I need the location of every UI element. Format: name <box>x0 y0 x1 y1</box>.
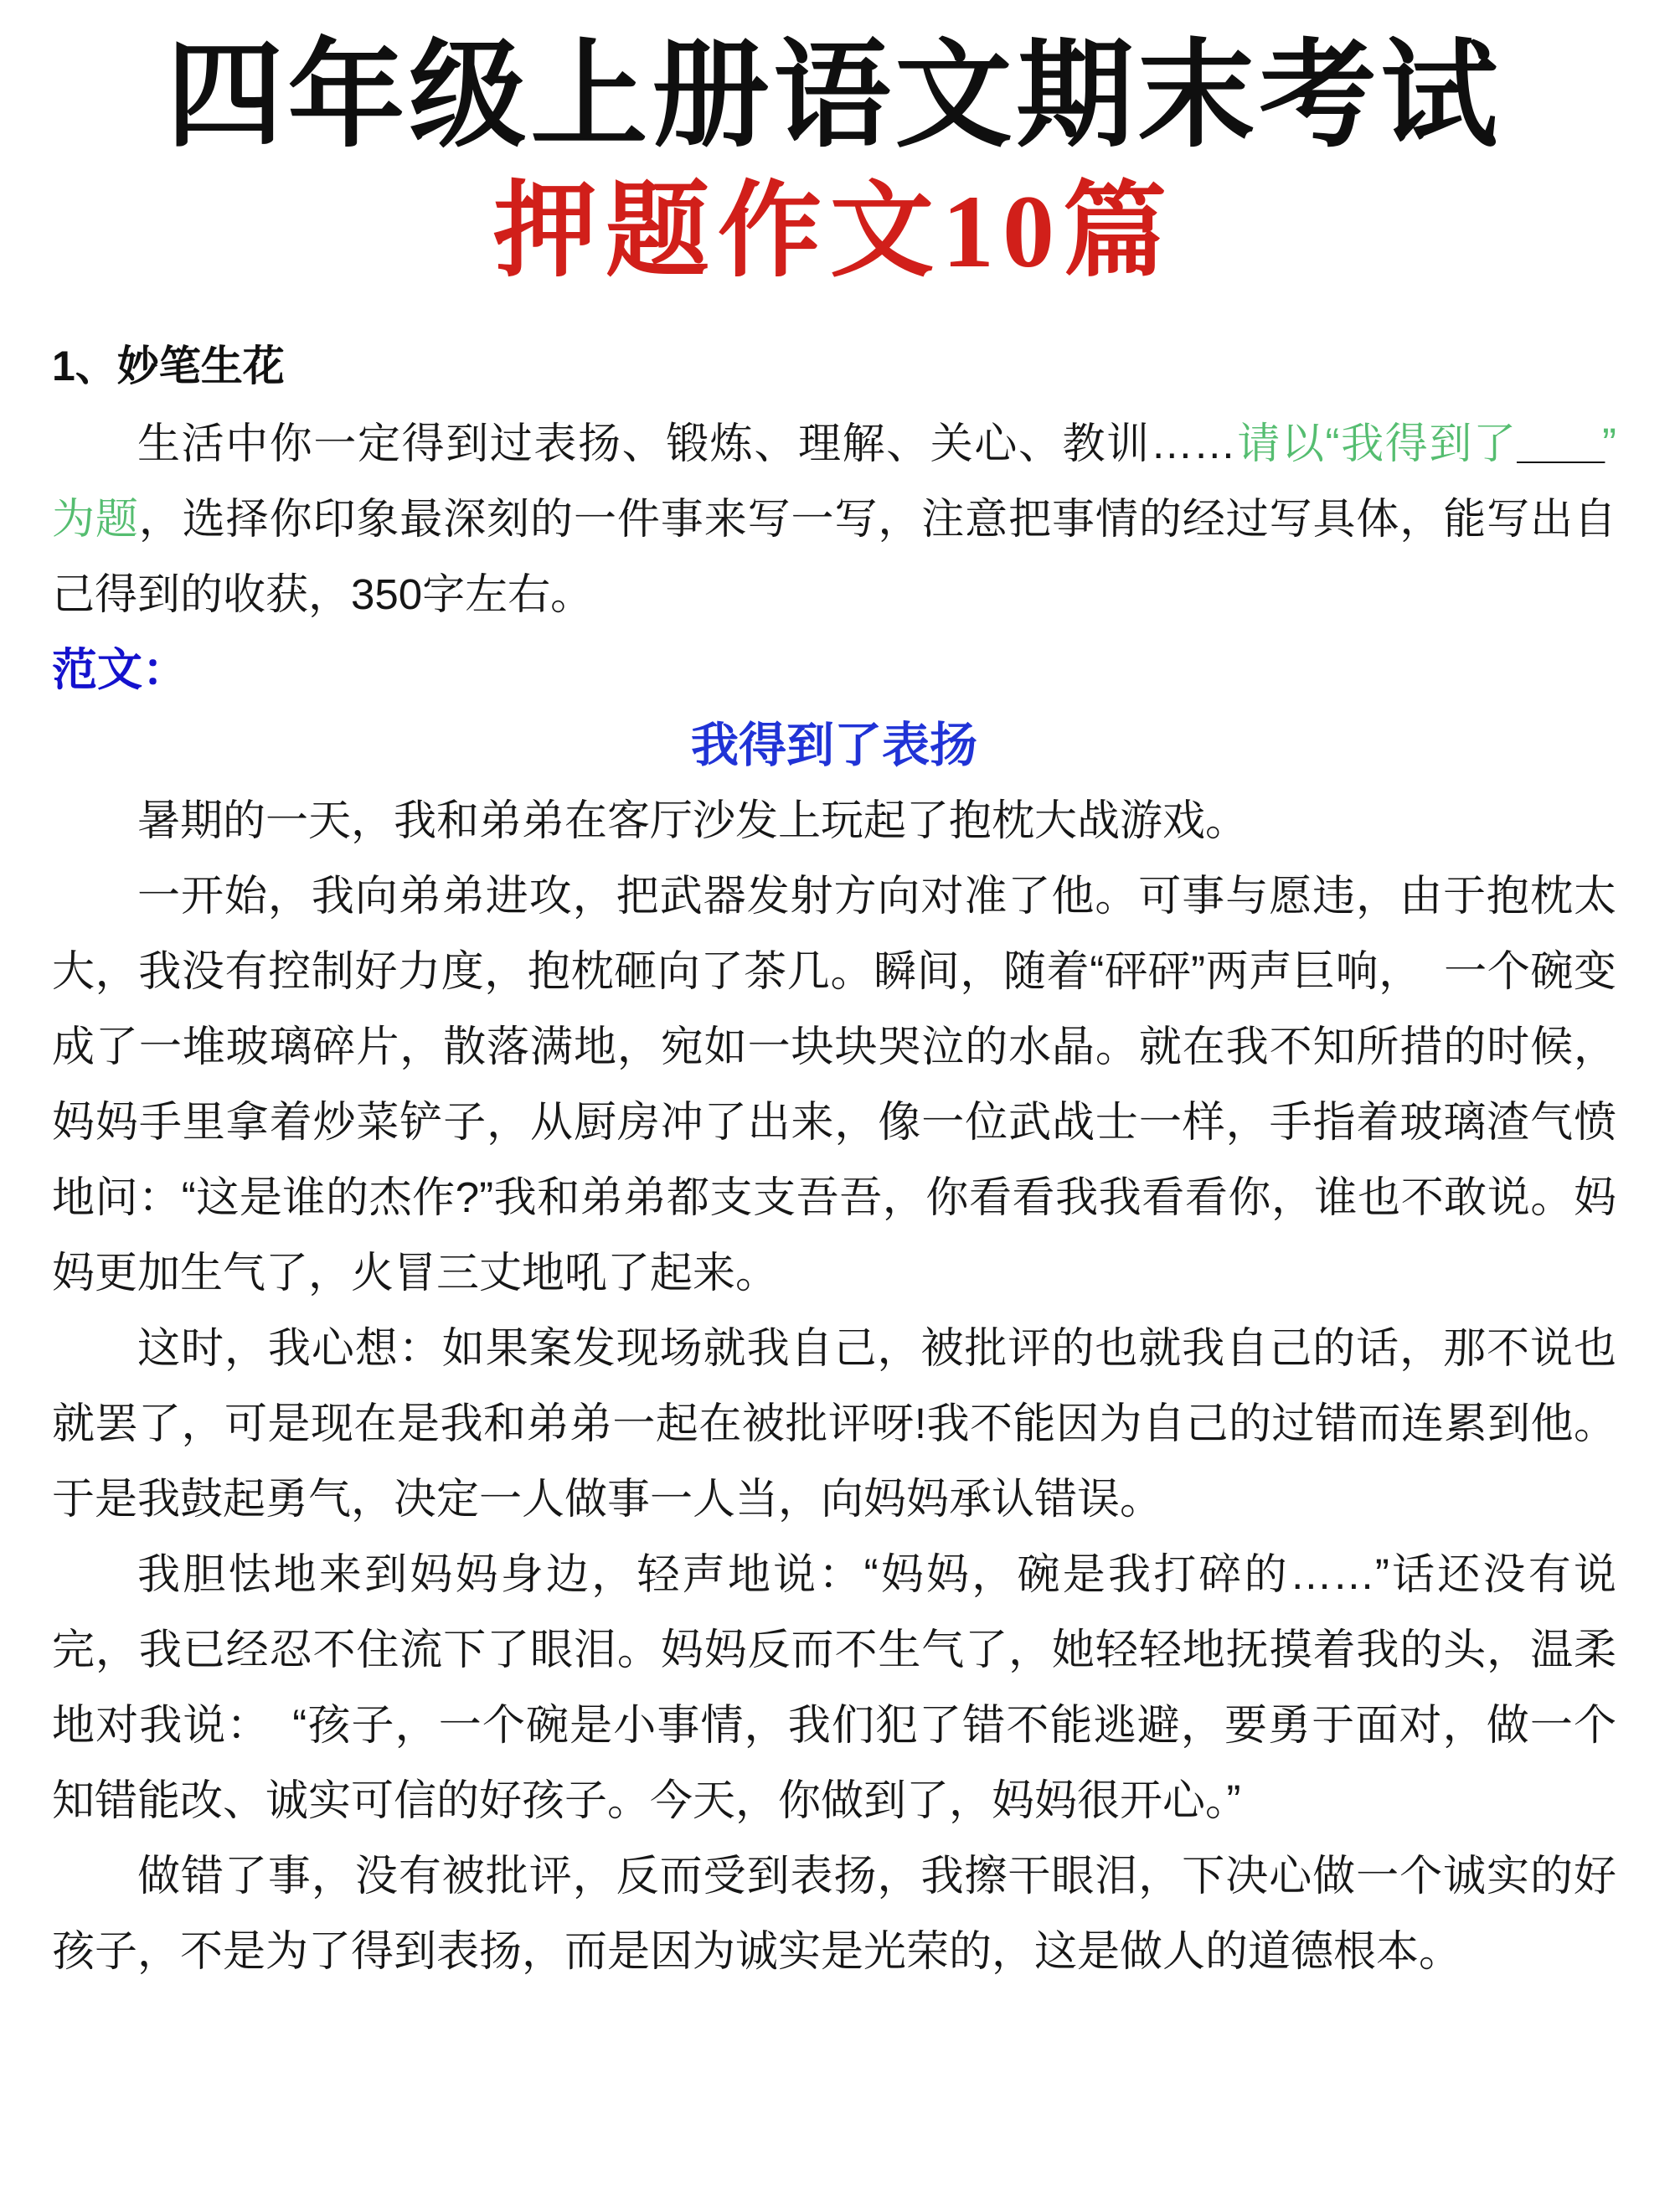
prompt-paragraph <box>52 406 1616 632</box>
main-title: 四年级上册语文期末考试 <box>166 32 1502 162</box>
essay-paragraph-1: 暑期的一天，我和弟弟在客厅沙发上玩起了抱枕大战游戏。 <box>137 796 1249 844</box>
essay-title: 我得到了表扬 <box>691 718 977 772</box>
subtitle-red: 押题作文10篇 <box>492 173 1175 289</box>
essay-paragraph-5: 做错了事，没有被批评，反而受到表扬，我擦干眼泪，下决心做一个诚实的好孩子，不是为了得到表扬，而是因为诚实是光荣的，这是做人的道德根本。 <box>52 1851 1616 1975</box>
essay-paragraph-2: 一开始，我向弟弟进攻，把武器发射方向对准了他。可事与愿违，由于抱枕太大，我没有控制好力度，抱枕砸向了茶几。瞬间，随着“砰砰”两声巨响， 一个碗变成了一堆玻璃碎片，散落满地，宛如一块块哭泣的水晶。就在我不知所措的时候，妈妈手里拿着炒菜铲子，从厨房冲了出来，像一位武战士一样，手指着玻璃渣气愤地问：“这是谁的杰作?”我和弟弟都支支吾吾，你看看我我看看你，谁也不敢说。妈妈更加生气了，火冒三丈地吼了起来。 <box>52 871 1616 1297</box>
prompt-green-tail: ”为题 <box>52 419 1616 543</box>
model-essay-label: 范文： <box>52 644 188 695</box>
essay-paragraph-4: 我胆怯地来到妈妈身边，轻声地说：“妈妈，碗是我打碎的……”话还没有说完，我已经忍不住流下了眼泪。妈妈反而不生气了，她轻轻地抚摸着我的头，温柔地对我说： “孩子，一个碗是小事情，我们犯了错不能逃避，要勇于面对，做一个知错能改、诚实可信的好孩子。今天，你做到了，妈妈很开心。” <box>52 1549 1616 1824</box>
essay-paragraph-3: 这时，我心想：如果案发现场就我自己，被批评的也就我自己的话，那不说也就罢了，可是现在是我和弟弟一起在被批评呀!我不能因为自己的过错而连累到他。于是我鼓起勇气，决定一人做事一人当，向妈妈承认错误。 <box>52 1323 1616 1523</box>
section-heading: 1、妙笔生花 <box>52 342 285 389</box>
prompt-intro-text: 生活中你一定得到过表扬、锻炼、理解、关心、教训…… <box>137 419 1236 467</box>
body-text-block <box>52 406 1616 1989</box>
prompt-green-lead: 请以“我得到了 <box>1235 419 1518 467</box>
blank-line: ____ <box>1517 419 1603 467</box>
prompt-rest-text: ，选择你印象最深刻的一件事来写一写，注意把事情的经过写具体，能写出自己得到的收获，350字左右。 <box>52 494 1616 618</box>
